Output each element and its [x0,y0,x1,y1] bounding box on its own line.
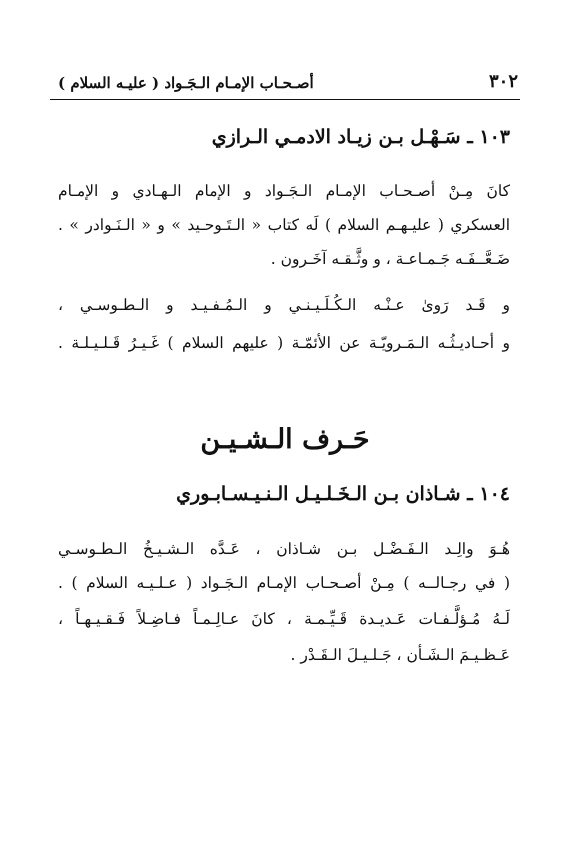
entry-103-p2-line-1: و قَـد رَوىٰ عـنْـه الـكُـلَـيـنـي و الـمُـفـيـد و الـطـوسـي ، [58,296,510,314]
entry-103-p1-line-2: العسكري ( عليـهـم السلام ) لَه كتاب « الـتَـوحـيد » و « الـنَـوادر » . [58,216,510,234]
entry-104-p1-line-2: ( في رجـالــه ) مِـنْ أصـحـاب الإمـام الـجَـواد ( عـلـيـه السلام ) . [58,574,510,592]
entry-104-p1-line-3: لَـهُ مُـؤلَّـفـات عَـديـدة قَـيِّـمـة ، كانَ عـالِـمـاً فـاضِـلاً فَـقـيـهـاً ، [58,610,510,628]
entry-104-p1-line-4: عَـظـيـمَ الـشَـأن ، جَـلـيـلَ الـقَـدْر . [290,646,510,664]
running-title: أصـحـاب الإمـام الـجَـواد ( عليـه السلام ) [58,74,314,92]
entry-104-heading: ١٠٤ ـ شـاذان بـن الـخَـلـيـل الـنـيـسـابـوري [176,483,510,505]
page-number: ٣٠٢ [488,71,518,92]
page-header [50,70,520,98]
section-title: حَـرف الـشـيـن [200,424,370,455]
book-page [50,0,520,847]
entry-103-p1-line-3: ضَـعَّــفَـه جَـمـاعـة ، و وثَّـقـه آخَـرون . [270,250,510,268]
entry-103-p1-line-1: كانَ مِـنْ أصـحـاب الإمـام الـجَـواد و الإمام الـهـادي و الإمـام [58,182,510,200]
entry-103-p2-line-2: و أحـاديـثُـه الـمَـرويّـة عن الأئمّـة ( عليهم السلام ) غَـيـرُ قَـلـيـلـة . [58,334,510,352]
entry-103-heading: ١٠٣ ـ سَـهْـل بـن زيـاد الادمـي الـرازي [211,126,510,148]
header-divider [50,99,520,100]
entry-104-p1-line-1: هُـوَ والِـد الـفَـضْـل بـن شـاذان ، عَـدَّه الـشـيـخُ الـطـوسـي [58,540,510,558]
